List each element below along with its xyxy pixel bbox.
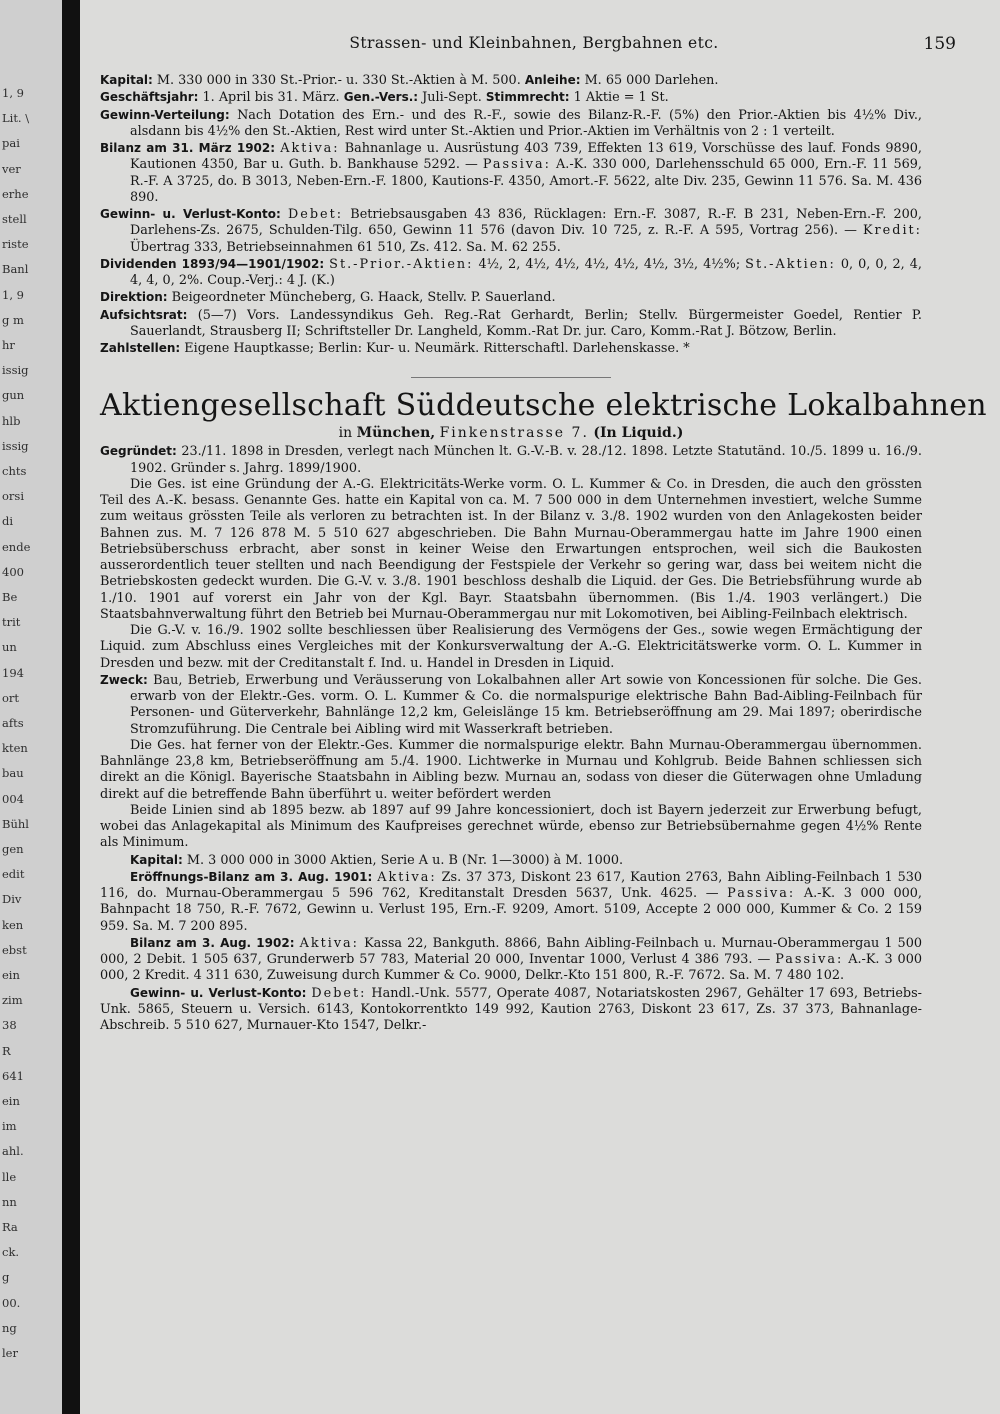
entry-label: Zweck: xyxy=(100,672,148,687)
entry-text: Die Ges. ist eine Gründung der A.-G. Elektricitäts-Werke vorm. O. L. Kummer & Co. in Dresden, die auch den grössten Teil des A.-K. besass. Genannte Ges. hatte ein Kapital von ca. M. 7 500 000 in dem Unternehmen investiert, welche Summe zum weitaus grössten Teile als verloren zu betrachten ist. In der Bilanz v. 3./8. 1902 wurden von den Anlagekosten beider Bahnen zus. M. 7 126 878 M. 5 510 627 abgeschrieben. Die Bahn Murnau-Oberammergau hatte im Jahre 1900 einen Betriebsüberschuss erbracht, aber sonst in keiner Weise den Erwartungen entsprochen, weil sich die Baukosten ausserordentlich teuer stellten und nach Beendigung der Festspiele der Verkehr so gering war, dass bei weitem nicht die Betriebskosten gedeckt wurden. Die G.-V. v. 3./8. 1901 beschloss deshalb die Liquid. der Ges. Die Betriebsführung wurde ab 1./10. 1901 auf vorerst ein Jahr von der Kgl. Bayr. Staatsbahn übernommen. (Bis 1./4. 1903 verlängert.) Die Staatsbahnverwaltung führt den Betrieb bei Murnau-Oberammergau nur mit Lokomotiven, bei Aibling-Feilnbach elektrisch. xyxy=(100,476,922,622)
left-page-fragment: Lit. \ xyxy=(2,111,30,126)
spaced-heading: Debet: xyxy=(311,985,367,1001)
entry-text: Betriebsausgaben 43 836, Rücklagen: Ern.-F. 3087, R.-F. B 231, Neben-Ern.-F. 200, Darlehens-Zs. 2675, Schulden-Tilg. 650, Gewinn 11 576 (davon Div. 10 725, z. R.-F. A 595, Vortrag 256). — xyxy=(130,207,922,239)
left-page-fragment: Ra xyxy=(2,1220,18,1234)
paragraph xyxy=(100,852,922,869)
entry-text: A.-K. 330 000, Darlehensschuld 65 000, Ern.-F. 11 569, R.-F. A 3725, do. B 3013, Neben-Ern.-F. 1800, Kautions-F. 4350, Amort.-F. 5622, alte Div. 235, Gewinn 11 576. Sa. M. 436 890. xyxy=(130,157,922,205)
spaced-heading: Kredit: xyxy=(863,223,922,239)
entry-label: Gewinn-Verteilung: xyxy=(100,107,230,122)
left-page-fragment: 1, 9 xyxy=(2,287,24,302)
left-page-fragment: di xyxy=(2,514,14,529)
left-page-fragment: R xyxy=(2,1043,11,1058)
left-page-fragment: ort xyxy=(2,690,20,705)
left-page-fragment: chts xyxy=(2,464,27,478)
entry xyxy=(100,443,922,477)
left-page-fragment: ebst xyxy=(2,942,27,957)
paragraph xyxy=(100,935,922,985)
spaced-heading: Passiva: xyxy=(775,952,844,967)
left-page-fragment: 38 xyxy=(2,1018,17,1033)
entry-text: Übertrag 333, Betriebseinnahmen 61 510, Zs. 412. Sa. M. 62 255. xyxy=(130,239,561,255)
entry-text: Bau, Betrieb, Erwerbung und Veräusserung von Lokalbahnen aller Art sowie von Koncessionen für solche. Die Ges. erwarb von der Elektr.-Ges. vorm. O. L. Kummer & Co. die normalspurige elektrische Bahn Bad-Aibling-Feilnbach für Personen- und Güterverkehr, Bahnlänge 12,2 km, Geleislänge 15 km. Betriebseröffnung am 29. Mai 1897; oberirdische Stromzuführung. Die Centrale bei Aibling wird mit Wasserkraft betrieben. xyxy=(130,672,922,737)
paragraph xyxy=(100,477,922,623)
entry xyxy=(100,256,922,290)
left-page-fragment: un xyxy=(2,640,17,655)
entry-label: Aufsichtsrat: xyxy=(100,307,188,322)
entry-label: Bilanz am 3. Aug. 1902: xyxy=(130,935,295,950)
left-page-fragment: pai xyxy=(2,136,20,151)
entry-text: 0, 0, 0, 2, 4, 4, 4, 0, 2%. Coup.-Verj.: 4 J. (K.) xyxy=(130,256,922,288)
paragraph xyxy=(100,869,922,935)
left-page-fragment: ng xyxy=(2,1320,17,1335)
entry-text: (5—7) Vors. Landessyndikus Geh. Reg.-Rat Gerhardt, Berlin; Stellv. Bürgermeister Goedel, Rentier P. Sauerlandt, Strausberg II; Schriftsteller Dr. Langheld, Komm.-Rat Dr. jur. Caro, Komm.-Rat J. Bötzow, Berlin. xyxy=(130,307,922,339)
paragraph xyxy=(100,738,922,803)
left-page-fragment: nn xyxy=(2,1194,17,1209)
left-page-fragment: lle xyxy=(2,1169,17,1184)
left-page-fragment: edit xyxy=(2,867,25,882)
left-page-fragment: ler xyxy=(2,1346,18,1360)
left-page-fragment: g m xyxy=(2,312,24,327)
left-page-fragment: 1, 9 xyxy=(2,86,24,100)
left-page-fragment: zim xyxy=(2,993,23,1008)
entry-text xyxy=(281,207,288,222)
left-page-fragment: issig xyxy=(2,438,29,453)
company-street: Finkenstrasse 7. xyxy=(439,425,589,442)
left-page-fragment: ein xyxy=(2,1094,20,1108)
entry-text: Beide Linien sind ab 1895 bezw. ab 1897 auf 99 Jahre koncessioniert, doch ist Bayern jederzeit zur Erwerbung befugt, wobei das Anlagekapital als Minimum des Kaufpreises gerechnet würde, ebenso zur Betriebsübernahme gegen 4½% Rente als Minimum. xyxy=(100,802,922,851)
entry-label: Anleihe: xyxy=(524,73,581,87)
entry-label: Geschäftsjahr: xyxy=(100,90,199,105)
entry-label: Stimmrecht: xyxy=(485,90,570,105)
section-divider xyxy=(411,377,611,378)
entry xyxy=(100,206,922,256)
left-page-fragment: Banl xyxy=(2,262,29,277)
entry-label: Gegründet: xyxy=(100,444,177,459)
spaced-heading: St.-Aktien: xyxy=(745,256,836,272)
left-page-fragment: 641 xyxy=(2,1068,24,1083)
document-page xyxy=(80,0,1000,1414)
left-page-fragment: bau xyxy=(2,766,24,781)
paragraph xyxy=(100,623,922,672)
entry-text: 4½, 2, 4½, 4½, 4½, 4½, 4½, 3½, 4½%; xyxy=(473,256,746,272)
entry-text: Kassa 22, Bankguth. 8866, Bahn Aibling-Feilnbach u. Murnau-Oberammergau 1 500 000, 2 Debit. 1 505 637, Grunderwerb 57 783, Material 20 000, Inventar 1000, Verlust 4 386 793. — xyxy=(100,935,922,967)
left-page-fragment: 194 xyxy=(2,665,24,680)
entry-text: Bahnanlage u. Ausrüstung 403 739, Effekten 13 619, Vorschüsse des lauf. Fonds 9890, Kautionen 4350, Bar u. Guth. b. Bankhause 5292. — xyxy=(130,141,922,173)
entry-text: Zs. 37 373, Diskont 23 617, Kaution 2763, Bahn Aibling-Feilnbach 1 530 116, do. Murnau-Oberammergau 5 596 762, Kreditanstalt Dresden 5637, Unk. 4625. — xyxy=(100,869,922,901)
paragraph xyxy=(100,985,922,1035)
entry-text: Beigeordneter Müncheberg, G. Haack, Stellv. P. Sauerland. xyxy=(167,290,556,306)
entry-label: Gewinn- u. Verlust-Konto: xyxy=(130,985,307,1000)
left-page-fragment: afts xyxy=(2,716,24,730)
bottom-section xyxy=(100,443,922,1034)
entry-label: Dividenden 1893/94—1901/1902: xyxy=(100,256,325,271)
page-number: 159 xyxy=(923,34,956,54)
company-title: Aktiengesellschaft Süddeutsche elektrische Lokalbahnen xyxy=(100,388,987,424)
left-page-fragment: hr xyxy=(2,338,15,352)
left-page-edge xyxy=(0,0,62,1414)
entry-label: Bilanz am 31. März 1902: xyxy=(100,141,276,155)
entry-label: Kapital: xyxy=(130,852,183,867)
running-title: Strassen- und Kleinbahnen, Bergbahnen etc. xyxy=(349,34,719,52)
entry-text: M. 3 000 000 in 3000 Aktien, Serie A u. B (Nr. 1—3000) à M. 1000. xyxy=(182,852,624,868)
spaced-heading: Debet: xyxy=(288,207,344,222)
top-section xyxy=(100,72,922,357)
left-page-fragment: kten xyxy=(2,741,28,756)
left-page-fragment: ein xyxy=(2,968,20,982)
company-subtitle xyxy=(100,424,922,442)
entry xyxy=(100,307,922,341)
left-page-fragment: ver xyxy=(2,161,21,176)
entry-text: Handl.-Unk. 5577, Operate 4087, Notariatskosten 2967, Gehälter 17 693, Betriebs-Unk. 5865, Steuern u. Versich. 6143, Kontokorrentkto 149 992, Kaution 2763, Diskont 23 617, Zs. 37 373, Bahnanlage-Abschreib. 5 510 627, Murnauer-Kto 1547, Delkr.- xyxy=(100,985,922,1033)
entry-label: Gen.-Vers.: xyxy=(343,90,419,105)
entry-label: Zahlstellen: xyxy=(100,341,181,355)
left-page-fragment: 400 xyxy=(2,564,24,579)
left-page-fragment: gun xyxy=(2,388,25,403)
left-page-fragment: 004 xyxy=(2,791,24,806)
left-page-fragment: stell xyxy=(2,212,27,226)
left-page-fragment: g xyxy=(2,1270,10,1285)
entry-label: Kapital: xyxy=(100,73,153,87)
paragraph xyxy=(100,803,922,852)
entry-text: Die Ges. hat ferner von der Elektr.-Ges. Kummer die normalspurige elektr. Bahn Murnau-Oberammergau übernommen. Bahnlänge 23,8 km, Betriebseröffnung am 5./4. 1900. Lichtwerke in Murnau und Kohlgrub. Beide Bahnen schliessen sich direkt an die Königl. Bayerische Staatsbahn in Aibling bezw. Murnau an, sodass von dieser die Güterwagen ohne Umladung direkt auf die betreffende Bahn überführt u. weiter befördert werden xyxy=(100,737,922,802)
left-page-fragment: riste xyxy=(2,237,29,252)
spaced-heading: Aktiva: xyxy=(299,935,359,951)
left-page-fragment: Be xyxy=(2,590,18,604)
entry xyxy=(100,72,922,89)
entry-text: Nach Dotation des Ern.- und des R.-F., sowie des Bilanz-R.-F. (5%) den Prior.-Aktien bis 4½% Div., alsdann bis 4½% den St.-Aktien, Rest wird unter St.-Aktien und Prior.-Aktien im Verhältnis von 2 : 1 verteilt. xyxy=(130,107,922,139)
entry-text: Juli-Sept. xyxy=(418,90,486,106)
left-page-fragment: ken xyxy=(2,917,24,932)
entry-text: M. 65 000 Darlehen. xyxy=(580,73,719,88)
entry-label: Gewinn- u. Verlust-Konto: xyxy=(100,207,281,221)
running-head xyxy=(80,34,988,56)
entry xyxy=(100,672,922,738)
spaced-heading: Aktiva: xyxy=(377,869,437,885)
entry-text: A.-K. 3 000 000, Bahnpacht 18 750, R.-F. 7672, Gewinn u. Verlust 195, Ern.-F. 9209, Amort. 5109, Accepte 2 000 000, Kummer & Co. 2 159 959. Sa. M. 7 200 895. xyxy=(100,886,922,934)
entry-text: A.-K. 3 000 000, 2 Kredit. 4 311 630, Zuweisung durch Kummer & Co. 9000, Delkr.-Kto 151 800, R.-F. 7672. Sa. M. 7 480 102. xyxy=(100,952,922,984)
spaced-heading: Aktiva: xyxy=(280,141,340,156)
left-page-fragment: ck. xyxy=(2,1245,20,1260)
entry-label: Direktion: xyxy=(100,290,168,305)
left-page-fragment: orsi xyxy=(2,489,25,504)
spaced-heading: Passiva: xyxy=(727,886,796,901)
entry xyxy=(100,107,922,141)
left-page-fragment: erhe xyxy=(2,186,29,201)
left-page-fragment: ende xyxy=(2,539,31,554)
entry-text: Die G.-V. v. 16./9. 1902 sollte beschliessen über Realisierung des Vermögens der Ges., sowie wegen Ermächtigung der Liquid. zum Abschluss eines Vergleiches mit der Konkursverwaltung der A.-G. Elektricitätswerke vorm. O. L. Kummer in Dresden und bezw. mit der Creditanstalt f. Ind. u. Handel in Dresden in Liquid. xyxy=(100,623,922,671)
left-page-fragment: Bühl xyxy=(2,816,29,831)
entry-text: Eigene Hauptkasse; Berlin: Kur- u. Neumärk. Ritterschaftl. Darlehenskasse. * xyxy=(180,341,690,356)
left-page-fragment: Div xyxy=(2,892,22,907)
left-page-fragment: 00. xyxy=(2,1295,21,1310)
left-page-fragment: issig xyxy=(2,363,29,378)
spaced-heading: Passiva: xyxy=(482,157,551,173)
page-content xyxy=(100,72,987,1034)
company-status: (In Liquid.) xyxy=(593,425,684,442)
entry xyxy=(100,289,922,306)
entry-text: 1 Aktie = 1 St. xyxy=(569,90,669,106)
entry-text: M. 330 000 in 330 St.-Prior.- u. 330 St.-Aktien à M. 500. xyxy=(152,73,525,88)
spaced-heading: St.-Prior.-Aktien: xyxy=(329,256,474,272)
left-page-fragment: im xyxy=(2,1119,17,1134)
left-page-fragment: gen xyxy=(2,842,24,856)
entry-text: 23./11. 1898 in Dresden, verlegt nach München lt. G.-V.-B. v. 28./12. 1898. Letzte Statutänd. 10./5. 1899 u. 16./9. 1902. Gründer s. Jahrg. 1899/1900. xyxy=(130,444,922,476)
subtitle-in: in xyxy=(338,425,353,442)
book-gutter xyxy=(62,0,80,1414)
entry xyxy=(100,89,922,106)
left-page-fragment: ahl. xyxy=(2,1144,24,1159)
left-page-fragment: trit xyxy=(2,615,21,630)
entry-text: 1. April bis 31. März. xyxy=(198,90,344,106)
left-page-fragment: hlb xyxy=(2,413,21,428)
entry xyxy=(100,340,922,357)
entry-label: Eröffnungs-Bilanz am 3. Aug. 1901: xyxy=(130,869,373,884)
company-city: München, xyxy=(356,425,436,442)
entry xyxy=(100,140,922,206)
